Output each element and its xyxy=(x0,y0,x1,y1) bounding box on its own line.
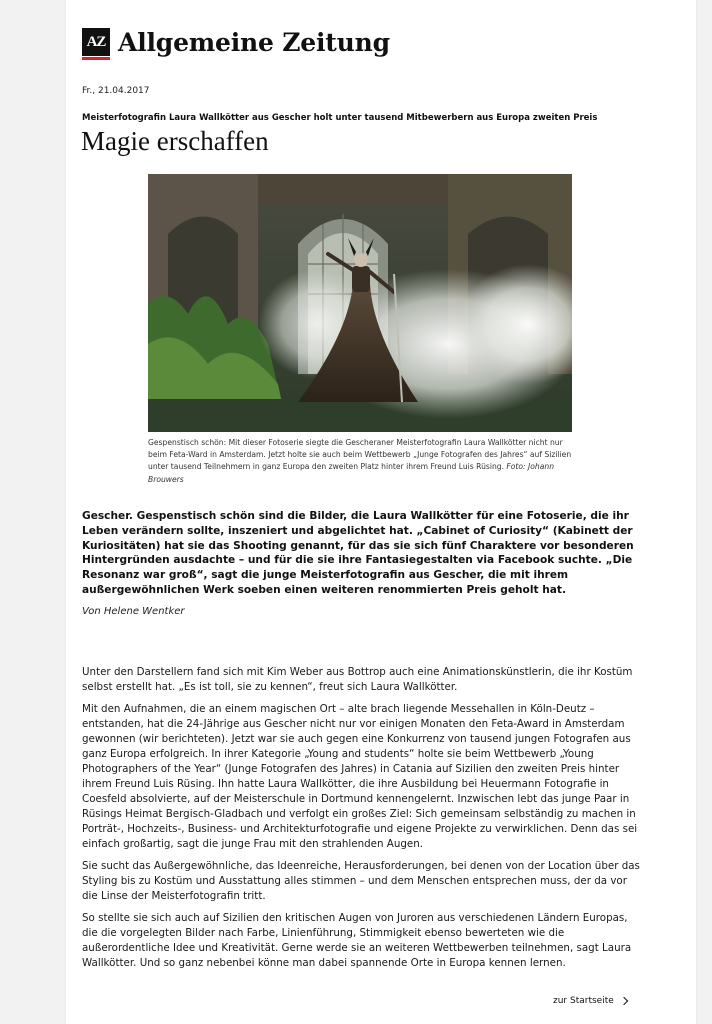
article-author: Von Helene Wentker xyxy=(82,606,185,617)
article-photo xyxy=(148,174,572,432)
article-lead: Gescher. Gespenstisch schön sind die Bilder, die Laura Wallkötter für eine Fotoserie, die ihr Leben verändern sollte, inszeniert und abgelichtet hat. „Cabinet of Curiosity“ (Kabinett der Kuriositäten) hat sie das Shooting genannt, für das sie sich fünf Charaktere vor besonderen Hintergründen ausdachte – und für die sie ihre Fantasiegestalten via Facebook suchte. „Die Resonanz war groß“, sagt die junge Meisterfotografin aus Gescher, die mit ihrem außergewöhnlichen Werk soeben einen weiteren renommierten Preis geholt hat. xyxy=(82,510,634,596)
masthead[interactable] xyxy=(82,24,390,60)
chevron-right-icon xyxy=(620,997,628,1005)
article-page xyxy=(66,0,696,1024)
body-paragraph: Unter den Darstellern fand sich mit Kim Weber aus Bottrop auch eine Animationskünstlerin, die ihr Kostüm selbst erstellt hat. „Es ist toll, sie zu kennen“, freut sich Laura Wallkötter. xyxy=(82,666,633,693)
photo-credit: Foto: Johann Brouwers xyxy=(148,462,555,484)
article-headline: Magie erschaffen xyxy=(81,126,269,156)
caption-text: Gespenstisch schön: Mit dieser Fotoserie siegte die Gescheraner Meisterfotografin Laura Wallkötter nicht nur beim Feta-Ward in Amsterdam. Jetzt holte sie auch beim Wettbewerb „Junge Fotografen des Jahres“ auf Sizilien unter tausend Teilnehmern in ganz Europa den zweiten Platz hinter ihrem Freund Luis Rüsing. xyxy=(148,438,572,472)
article-date: Fr., 21.04.2017 xyxy=(82,86,150,96)
body-paragraph: Sie sucht das Außergewöhnliche, das Ideenreiche, Herausforderungen, bei denen von der Location über das Styling bis zu Kostüm und Ausstattung alles stimmen – und dem Menschen entsprechen muss, der da vor die Linse der Meisterfotografin tritt. xyxy=(82,860,640,902)
body-paragraph: So stellte sie sich auch auf Sizilien den kritischen Augen von Juroren aus verschiedenen Ländern Europas, die die vorgelegten Bilder nach Farbe, Linienführung, Stimmigkeit ebenso bewerteten wie die außerordentliche Idee und Kreativität. Gerne werde sie an weiteren Wettbewerben teilnehmen, sagt Laura Wallkötter. Und so ganz nebenbei könne man dabei spannende Orte in Europa kennen lernen. xyxy=(82,912,632,969)
article-photo-illustration xyxy=(148,174,572,432)
article-body xyxy=(82,665,642,978)
home-link-label: zur Startseite xyxy=(553,996,614,1006)
article-kicker: Meisterfotografin Laura Wallkötter aus Gescher holt unter tausend Mitbewerbern aus Europa zweiten Preis xyxy=(82,113,598,123)
photo-caption xyxy=(148,437,578,486)
body-paragraph: Mit den Aufnahmen, die an einem magischen Ort – alte brach liegende Messehallen in Köln-Deutz – entstanden, hat die 24-Jährige aus Gescher nicht nur vor einigen Monaten den Feta-Award in Amsterdam gewonnen (wir berichteten). Jetzt war sie auch gegen eine Konkurrenz von tausend jungen Fotografen aus ganz Europa erfolgreich. In ihrer Kategorie „Young and students“ holte sie beim Wettbewerb „Young Photographers of the Year“ (Junge Fotografen des Jahres) in Catania auf Sizilien den zweiten Preis hinter ihrem Freund Luis Rüsing. Ihn hatte Laura Wallkötter, die ihre Ausbildung bei Heuermann Fotografie in Coesfeld absolvierte, auf der Meisterschule in Dortmund kennengelernt. Inzwischen lebt das junge Paar in Rüsings Heimat Bergisch-Gladbach und verfolgt ein großes Ziel: Sich gemeinsam selbständig zu machen in Porträt-, Hochzeits-, Business- und Architekturfotografie und eigene Projekte zu verwirklichen. Denn das sei einfach großartig, sagt die junge Frau mit den strahlenden Augen. xyxy=(82,703,638,850)
az-logo[interactable]: AZ xyxy=(82,28,110,56)
home-link[interactable] xyxy=(553,996,627,1006)
newspaper-name[interactable]: Allgemeine Zeitung xyxy=(118,27,390,57)
